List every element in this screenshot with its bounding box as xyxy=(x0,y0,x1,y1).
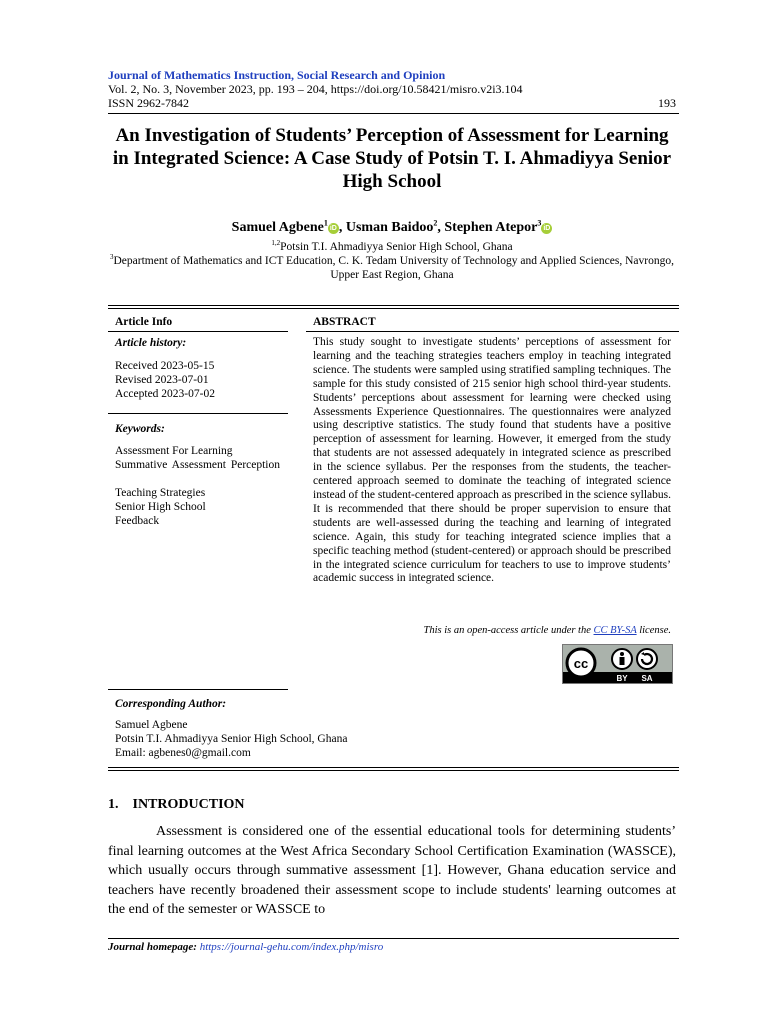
corresponding-label: Corresponding Author: xyxy=(115,698,227,710)
by-label: BY xyxy=(616,674,628,683)
author-3: Stephen Atepor$^3$iD xyxy=(444,218,551,235)
keyword-item: Teaching Strategies xyxy=(115,487,206,499)
issn: ISSN 2962-7842 xyxy=(108,96,190,110)
cc-by-sa-badge-icon[interactable] xyxy=(562,644,673,684)
section-heading: 1. INTRODUCTION xyxy=(108,797,245,812)
journal-name: Journal of Mathematics Instruction, Social Research and Opinion xyxy=(108,68,446,82)
header-rule xyxy=(108,113,679,114)
accepted-date: Accepted 2023-07-02 xyxy=(115,388,215,400)
corresponding-name: Samuel Agbene xyxy=(115,719,188,731)
page-number: 193 xyxy=(658,96,676,110)
sa-share-icon xyxy=(637,649,657,669)
section-rule xyxy=(108,770,679,771)
keywords-label: Keywords: xyxy=(115,423,165,435)
abstract-text: This study sought to investigate students’ perceptions of assessment for learning and the teaching strategies teachers employ in teaching integrated science. The students were sampled using stratified sampling techniques. The sample for this study consisted of 215 senior high school third-year students. Students’ perceptions about assessment for learning were checked using Assessments Experience Questionnaires. The questionnaires were analyzed using descriptive statistics. The study found that students have a positive perception of assessment for learning. However, it emerged from the study that students are not assessed adequately in integrated science as prescribed in the science syllabus. Per the responses from the students, the teacher-centered approach seemed to dominate the teaching of integrated science instead of the student-centered approach as prescribed in the science syllabus. It is recommended that there should be proper supervision to ensure that students are well-assessed during the teaching and learning of integrated science. Again, this study for teaching integrated science implies that a specific teaching method (student-centered) or approach should be prescribed in the integrated science curriculum for teachers to use to improve students’ academic success in integrated science. xyxy=(313,336,671,585)
keyword-item: Feedback xyxy=(115,515,160,527)
license-note: This is an open-access article under the CC BY-SA license. xyxy=(423,625,671,636)
orcid-icon[interactable]: iD xyxy=(329,224,337,232)
homepage-link[interactable]: https://journal-gehu.com/index.php/misro xyxy=(199,941,384,953)
volume-info: Vol. 2, No. 3, November 2023, pp. 193 – 204, https://doi.org/10.58421/misro.v2i3.104 xyxy=(108,82,523,96)
column-rule xyxy=(306,331,679,332)
article-info-heading: Article Info xyxy=(115,316,173,328)
column-rule xyxy=(108,331,288,332)
corresponding-email[interactable]: Email: agbenes0@gmail.com xyxy=(115,747,251,759)
footer-rule xyxy=(108,938,679,939)
corresponding-affiliation: Potsin T.I. Ahmadiyya Senior High School, Ghana xyxy=(115,733,348,745)
keyword-item: Assessment For Learning xyxy=(115,445,233,457)
affiliation-1: $^{1,2}$Potsin T.I. Ahmadiyya Senior High School, Ghana xyxy=(271,239,513,253)
column-rule xyxy=(108,413,288,414)
intro-paragraph: Assessment is considered one of the essential educational tools for determining students’ final learning outcomes at the West Africa Secondary School Certification Examination (WASSCE), which usually occurs through summative assessment [1]. However, Ghana education service and teachers have recently broadened their assessment scope to include students' learning outcomes at the end of the semester or WASSCE to xyxy=(108,824,676,918)
orcid-icon[interactable]: iD xyxy=(543,224,551,232)
history-label: Article history: xyxy=(115,337,187,349)
license-link[interactable]: CC BY-SA xyxy=(593,625,637,636)
section-rule xyxy=(108,308,679,309)
journal-homepage: Journal homepage: https://journal-gehu.com/index.php/misro xyxy=(108,941,384,953)
keyword-item: Senior High School xyxy=(115,501,206,513)
author-2: Usman Baidoo$^2$, xyxy=(345,218,445,235)
column-rule xyxy=(108,689,288,690)
keyword-item: Summative Assessment Perception xyxy=(115,459,280,471)
affiliation-2: $^3$Department of Mathematics and ICT Education, C. K. Tedam University of Technology and Applied Sciences, Navrongo, Upper East Region, Ghana xyxy=(110,253,674,281)
abstract-heading: ABSTRACT xyxy=(313,316,376,328)
cc-glyph: cc xyxy=(573,656,589,671)
received-date: Received 2023-05-15 xyxy=(115,360,215,372)
sa-label: SA xyxy=(641,674,653,683)
section-rule xyxy=(108,305,679,306)
author-1: Samuel Agbene$^1$iD , xyxy=(231,218,346,235)
revised-date: Revised 2023-07-01 xyxy=(115,374,209,386)
author-list xyxy=(108,218,676,236)
section-rule xyxy=(108,767,679,768)
paper-title: An Investigation of Students’ Perception of Assessment for Learning in Integrated Science: A Case Study of Potsin T. I. Ahmadiyya Senior High School xyxy=(112,125,672,192)
